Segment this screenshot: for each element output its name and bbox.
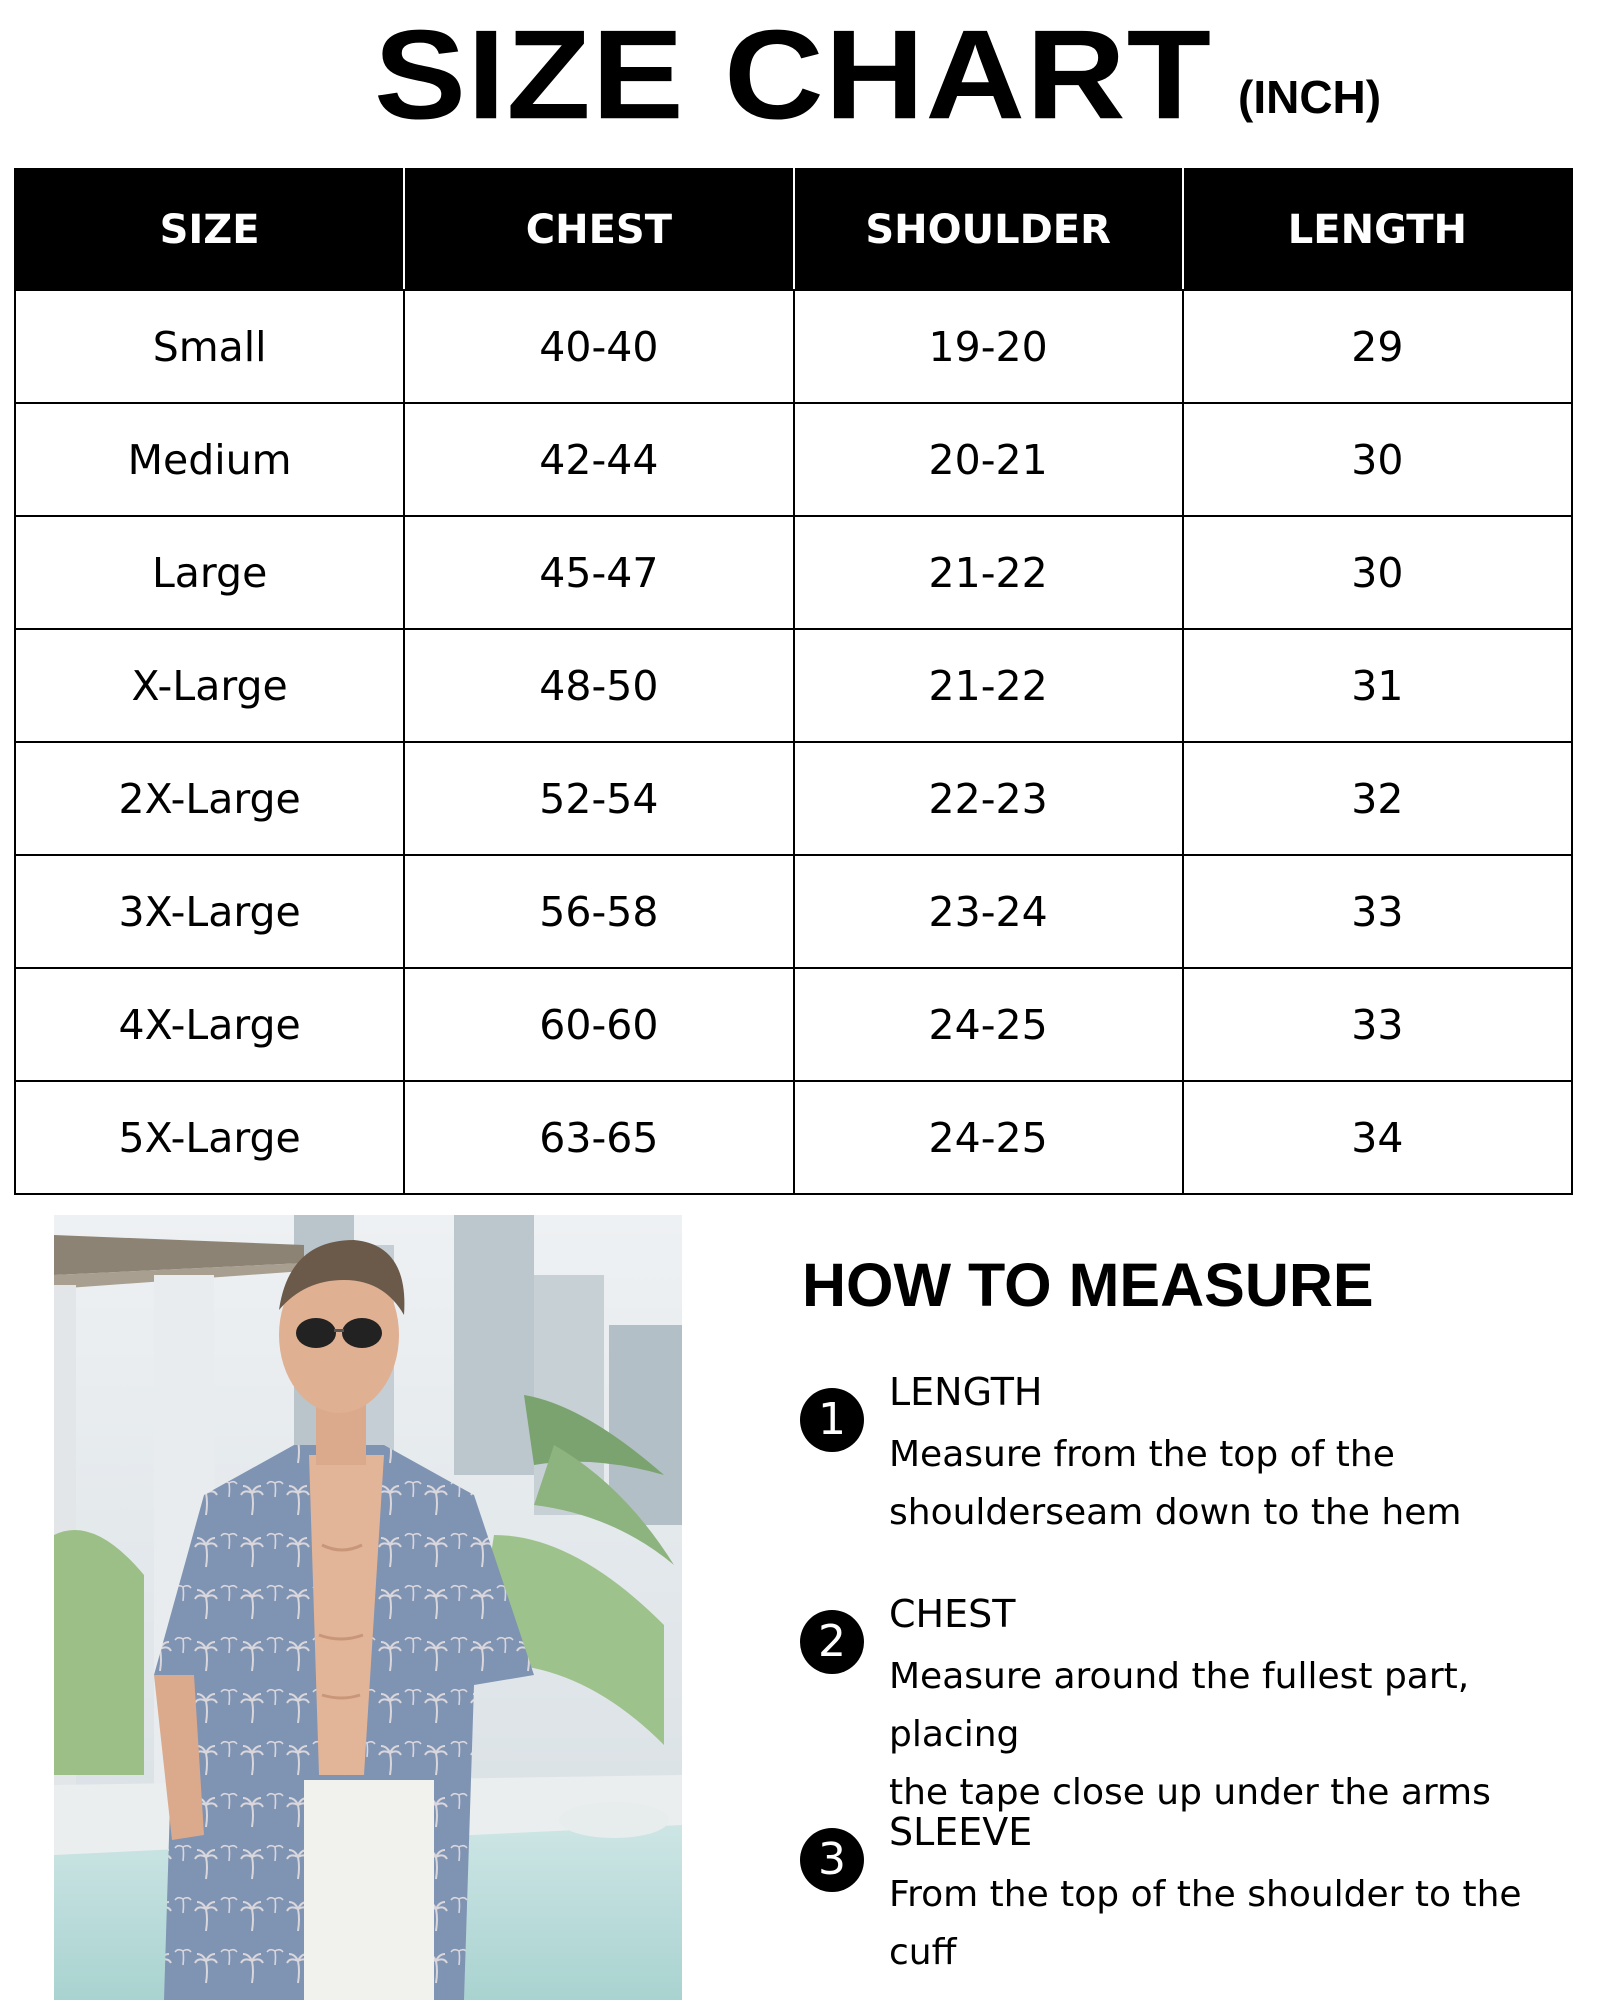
size-chart-table [14,168,1573,1195]
chest-cell: 52-54 [404,742,793,855]
length-cell: 30 [1183,403,1572,516]
chest-cell: 45-47 [404,516,793,629]
size-cell: 3X-Large [15,855,404,968]
shoulder-cell: 21-22 [794,516,1183,629]
column-header-chest: CHEST [404,169,793,290]
length-cell: 31 [1183,629,1572,742]
step-heading: CHEST [889,1592,1016,1636]
size-cell: 2X-Large [15,742,404,855]
shoulder-cell: 24-25 [794,968,1183,1081]
size-cell: X-Large [15,629,404,742]
step-heading: LENGTH [889,1370,1043,1414]
measure-step-length [800,1370,1590,1540]
chest-cell: 63-65 [404,1081,793,1194]
shoulder-cell: 19-20 [794,290,1183,403]
chest-cell: 60-60 [404,968,793,1081]
length-cell: 33 [1183,968,1572,1081]
column-header-size: SIZE [15,169,404,290]
column-header-length: LENGTH [1183,169,1572,290]
shoulder-cell: 21-22 [794,629,1183,742]
size-cell: 5X-Large [15,1081,404,1194]
shoulder-cell: 20-21 [794,403,1183,516]
step-description-line: Measure around the fullest part, placing [889,1656,1470,1755]
size-cell: 4X-Large [15,968,404,1081]
length-cell: 33 [1183,855,1572,968]
column-header-shoulder: SHOULDER [794,169,1183,290]
length-cell: 34 [1183,1081,1572,1194]
table-header-row [15,169,1572,290]
model-photo [54,1215,682,2000]
table-row [15,290,1572,403]
step-number-badge: 2 [800,1610,864,1674]
step-number-badge: 1 [800,1388,864,1452]
table-row [15,516,1572,629]
size-cell: Medium [15,403,404,516]
measure-step-chest [800,1592,1590,1813]
step-number-badge: 3 [800,1828,864,1892]
table-row [15,1081,1572,1194]
chest-cell: 42-44 [404,403,793,516]
length-cell: 30 [1183,516,1572,629]
length-cell: 32 [1183,742,1572,855]
table-row [15,403,1572,516]
table-row [15,742,1572,855]
size-cell: Large [15,516,404,629]
table-row [15,968,1572,1081]
step-description [889,1866,1599,1982]
shoulder-cell: 22-23 [794,742,1183,855]
shoulder-cell: 23-24 [794,855,1183,968]
chest-cell: 40-40 [404,290,793,403]
step-description [889,1426,1599,1542]
model-illustration [54,1215,682,2000]
measure-step-sleeve [800,1810,1590,1973]
step-description-line: shoulderseam down to the hem [889,1492,1462,1533]
step-description-line: From the top of the shoulder to the cuff [889,1874,1522,1973]
step-description [889,1648,1599,1822]
step-description-line: Measure from the top of the [889,1434,1395,1475]
unit-label: (INCH) [1238,71,1382,123]
chest-cell: 48-50 [404,629,793,742]
title-row [0,4,1600,146]
step-description-line: the tape close up under the arms [889,1772,1491,1813]
shoulder-cell: 24-25 [794,1081,1183,1194]
page-title: SIZE CHART [374,4,1212,146]
size-cell: Small [15,290,404,403]
length-cell: 29 [1183,290,1572,403]
step-heading: SLEEVE [889,1810,1033,1854]
table-row [15,855,1572,968]
chest-cell: 56-58 [404,855,793,968]
table-row [15,629,1572,742]
how-to-measure-title: HOW TO MEASURE [802,1251,1374,1319]
